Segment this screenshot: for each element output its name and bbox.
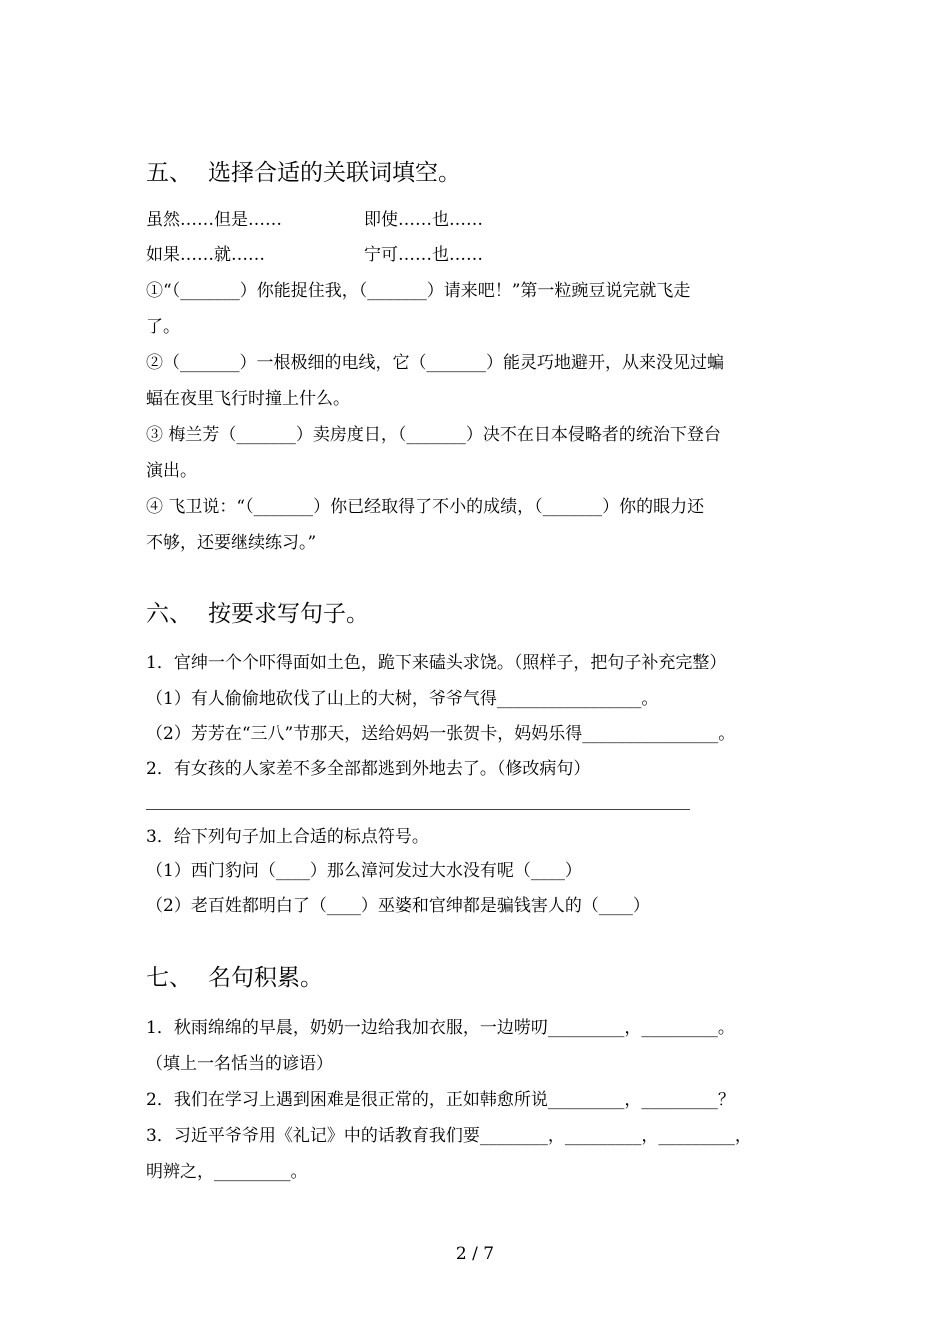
option-3: 如果……就……: [146, 245, 265, 265]
s6-line-7: （2）老百姓都明白了（____）巫婆和官绅都是骗钱害人的（____）: [146, 896, 650, 916]
s7-line-3: 2．我们在学习上遇到困难是很正常的，正如韩愈所说_________，_________？: [146, 1090, 735, 1110]
section-7-number: 七、: [146, 965, 192, 991]
section-5-heading: 选择合适的关联词填空。: [208, 160, 461, 186]
s5-line-2: 了。: [146, 317, 180, 337]
s5-line-6: 演出。: [146, 461, 197, 481]
section-6-number: 六、: [146, 601, 192, 627]
option-1: 虽然……但是……: [146, 210, 282, 230]
s5-line-4: 蝠在夜里飞行时撞上什么。: [146, 389, 350, 409]
s6-line-4: 2．有女孩的人家差不多全部都逃到外地去了。（修改病句）: [146, 759, 591, 779]
s7-line-5: 明辨之，_________。: [146, 1162, 308, 1182]
section-7-title: [146, 963, 323, 993]
s5-line-7: ④ 飞卫说：“（_______）你已经取得了不小的成绩，（_______）你的眼力还: [146, 497, 705, 517]
answer-line: [146, 809, 690, 810]
section-6-heading: 按要求写句子。: [208, 601, 369, 627]
s7-line-4: 3．习近平爷爷用《礼记》中的话教育我们要________，_________，_________，: [146, 1126, 752, 1146]
section-5-title: [146, 158, 461, 188]
s6-line-1: 1．官绅一个个吓得面如土色，跪下来磕头求饶。（照样子，把句子补充完整）: [146, 653, 727, 673]
s5-line-8: 不够，还要继续练习。”: [146, 533, 317, 553]
s5-line-1: ①“（_______）你能捉住我，（_______）请来吧！”第一粒豌豆说完就飞走: [146, 281, 691, 301]
s6-line-3: （2）芳芳在“三八”节那天，送给妈妈一张贺卡，妈妈乐得________________。: [146, 724, 736, 744]
option-2: 即使……也……: [364, 210, 483, 230]
s5-line-3: ②（_______）一根极细的电线，它（_______）能灵巧地避开，从来没见过蝙: [146, 353, 724, 373]
s6-line-5: 3．给下列句子加上合适的标点符号。: [146, 827, 429, 847]
s7-line-2: （填上一名恬当的谚语）: [146, 1054, 333, 1074]
s7-line-1: 1．秋雨绵绵的早晨，奶奶一边给我加衣服，一边唠叨_________，_________。: [146, 1018, 735, 1038]
section-5-number: 五、: [146, 160, 192, 186]
section-7-heading: 名句积累。: [208, 965, 323, 991]
option-4: 宁可……也……: [364, 245, 483, 265]
page-number: 2 / 7: [455, 1244, 495, 1264]
s5-line-5: ③ 梅兰芳（_______）卖房度日，（_______）决不在日本侵略者的统治下登台: [146, 425, 721, 445]
section-6-title: [146, 599, 369, 629]
s6-line-6: （1）西门豹问（____）那么漳河发过大水没有呢（____）: [146, 861, 582, 881]
s6-line-2: （1）有人偷偷地砍伐了山上的大树，爷爷气得_________________。: [146, 689, 659, 709]
